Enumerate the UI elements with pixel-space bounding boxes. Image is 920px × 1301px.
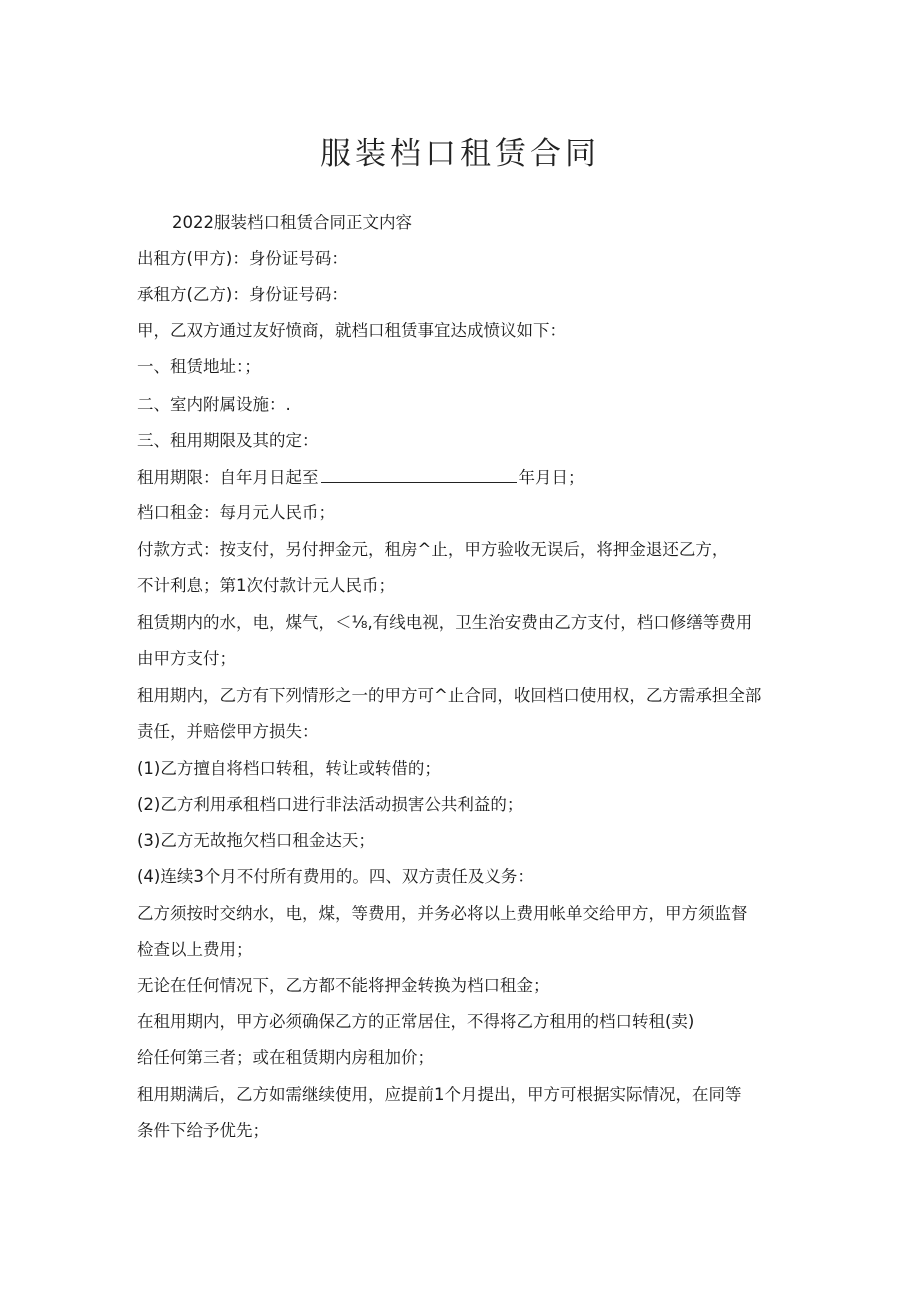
text-line: (3)乙方无故拖欠档口租金达天； [137, 831, 375, 850]
text-line: 承租方(乙方)：身份证号码： [137, 285, 348, 304]
text-line: 无论在任何情况下，乙方都不能将押金转换为档口租金； [137, 976, 550, 995]
lease-term-start: 租用期限：自年月日起至 [137, 468, 319, 487]
text-line: 出租方(甲方)：身份证号码： [137, 249, 348, 268]
text-line: 租用期满后，乙方如需继续使用，应提前1个月提出，甲方可根据实际情况，在同等 [137, 1085, 742, 1104]
text-line: 付款方式：按支付，另付押金元，租房^止，甲方验收无误后，将押金退还乙方， [137, 540, 729, 559]
text-line: 租用期内，乙方有下列情形之一的甲方可^止合同，收回档口使用权，乙方需承担全部 [137, 686, 762, 705]
text-line: 乙方须按时交纳水，电，煤，等费用，并务必将以上费用帐单交给甲方，甲方须监督 [137, 904, 748, 923]
document-title: 服装档口租赁合同 [320, 136, 600, 172]
text-line: 甲，乙双方通过友好愤商，就档口租赁事宜达成愤议如下： [137, 321, 566, 340]
text-line: 检查以上费用； [137, 940, 253, 959]
text-line: 给任何第三者；或在租赁期内房租加价； [137, 1048, 434, 1067]
text-line-lease-term [137, 466, 585, 489]
text-line: 三、租用期限及其的定： [137, 431, 319, 450]
text-line: 档口租金：每月元人民币； [137, 503, 335, 522]
text-line: (4)连续3个月不付所有费用的。四、双方责任及义务： [137, 867, 534, 886]
document-subtitle: 2022服装档口租赁合同正文内容 [172, 213, 412, 232]
lease-term-end: 年月日； [518, 468, 585, 487]
text-line: 不计利息；第1次付款计元人民币； [137, 576, 395, 595]
fill-in-blank [321, 466, 517, 483]
text-line: 租赁期内的水，电，煤气，＜⅛,有线电视，卫生治安费由乙方支付，档口修缮等费用 [137, 613, 753, 632]
text-line: 条件下给予优先； [137, 1121, 269, 1140]
text-line: (2)乙方利用承租档口进行非法活动损害公共利益的； [137, 795, 524, 814]
text-line: 在租用期内，甲方必须确保乙方的正常居住，不得将乙方租用的档口转租(卖) [137, 1012, 695, 1031]
text-line: (1)乙方擅自将档口转租，转让或转借的； [137, 759, 441, 778]
text-line: 一、租赁地址：； [137, 357, 261, 376]
text-line: 二、室内附属设施：. [137, 395, 291, 414]
text-line: 责任，并赔偿甲方损失： [137, 722, 319, 741]
text-line: 由甲方支付； [137, 649, 236, 668]
